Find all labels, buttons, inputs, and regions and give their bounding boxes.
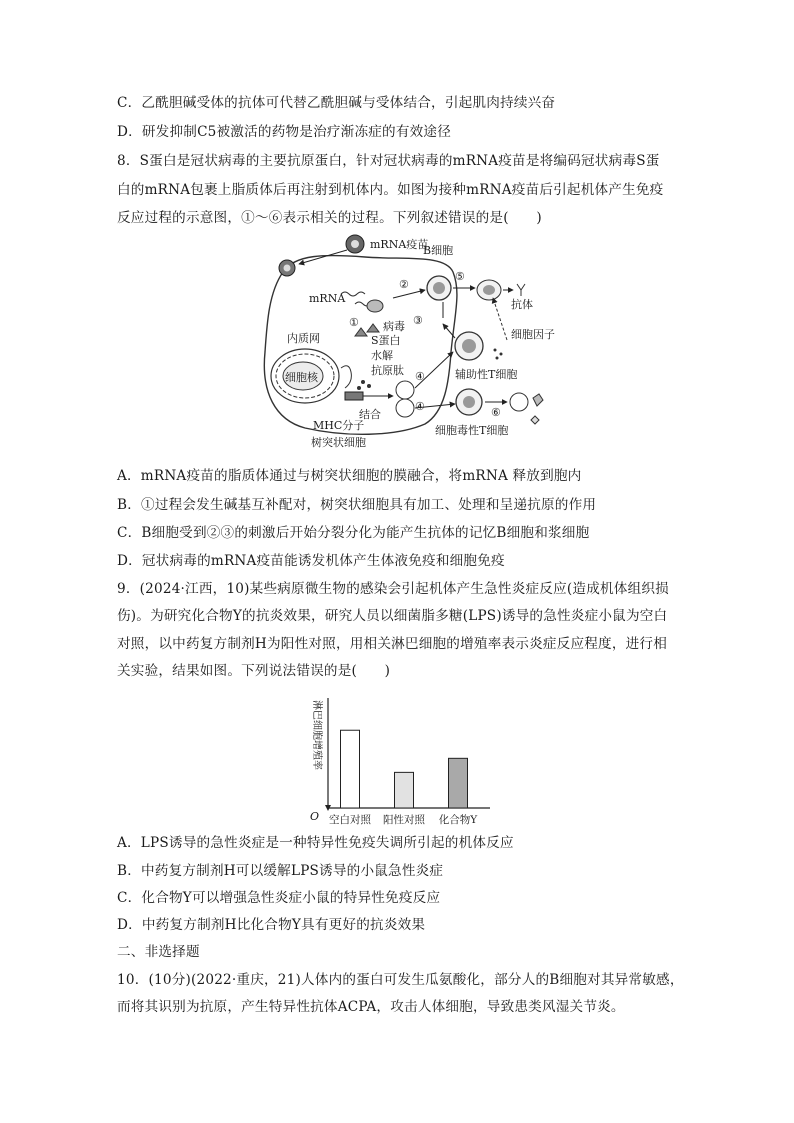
x-tick-label-2: 阳性对照: [383, 814, 425, 826]
step-1-label: ①: [349, 316, 359, 329]
question-10-stem-1: 10．(10分)(2022·重庆，21)人体内的蛋白可发生瓜氨酸化，部分人的B细胞对其异常敏感，: [117, 972, 684, 988]
option-d-q8: D．冠状病毒的mRNA疫苗能诱发机体产生体液免疫和细胞免疫: [117, 553, 505, 569]
question-10-stem-2: 而将其识别为抗原，产生特异性抗体ACPA，攻击人体细胞，导致患类风湿关节炎。: [117, 999, 625, 1015]
b-cell-label: B细胞: [423, 244, 454, 257]
option-c-q9: C．化合物Y可以增强急性炎症小鼠的特异性免疫反应: [117, 890, 441, 906]
question-9-stem-4: 关实验，结果如图。下列说法错误的是( ): [117, 663, 391, 679]
er-label: 内质网: [287, 332, 320, 345]
bind-label: 结合: [359, 408, 381, 421]
option-c-q7: C．乙酰胆碱受体的抗体可代替乙酰胆碱与受体结合，引起肌肉持续兴奋: [117, 95, 556, 111]
mrna-label: mRNA: [309, 292, 346, 305]
lymphocyte-proliferation-chart: [300, 690, 500, 830]
antibody-label: 抗体: [511, 298, 533, 311]
question-8-stem-2: 白的mRNA包裹上脂质体后再注射到机体内。如图为接种mRNA疫苗后引起机体产生免疫: [117, 182, 664, 198]
option-d-q9: D．中药复方制剂H比化合物Y具有更好的抗炎效果: [117, 917, 426, 933]
question-9-stem-3: 对照，以中药复方制剂H为阳性对照，用相关淋巴细胞的增殖率表示炎症反应程度，进行相: [117, 636, 668, 652]
mhc-label: MHC分子: [313, 419, 365, 432]
cytotoxic-t-label: 细胞毒性T细胞: [435, 424, 509, 437]
option-a-q8: A．mRNA疫苗的脂质体通过与树突状细胞的膜融合，将mRNA 释放到胞内: [117, 468, 582, 484]
cytokine-label: 细胞因子: [511, 328, 555, 341]
option-d-q7: D．研发抑制C5被激活的药物是治疗渐冻症的有效途径: [117, 124, 452, 140]
x-tick-label-1: 空白对照: [329, 814, 371, 826]
x-tick-label-3: 化合物Y: [438, 814, 478, 826]
nucleus-label: 细胞核: [285, 371, 318, 384]
step-6-label: ⑥: [491, 406, 501, 419]
step-4a-label: ④: [415, 370, 425, 383]
question-9-stem-2: 伤)。为研究化合物Y的抗炎效果，研究人员以细菌脂多糖(LPS)诱导的急性炎症小鼠为空白: [117, 608, 668, 624]
dendritic-cell-label: 树突状细胞: [311, 436, 366, 449]
mrna-vaccine-particle-icon: [346, 235, 364, 253]
virus-label: 病毒: [383, 320, 405, 333]
hydrolysis-label: 水解: [371, 349, 393, 362]
vaccine-fusing-icon: [279, 260, 295, 276]
bar-1: [341, 730, 360, 808]
s-protein-label: S蛋白: [371, 334, 401, 347]
step-5-label: ⑤: [455, 270, 465, 283]
question-9-stem-1: 9．(2024·江西，10)某些病原微生物的感染会引起机体产生急性炎症反应(造成机体组织损: [117, 581, 669, 597]
helper-t-label: 辅助性T细胞: [455, 368, 518, 381]
bar-3: [449, 758, 468, 808]
question-8-stem-1: 8．S蛋白是冠状病毒的主要抗原蛋白，针对冠状病毒的mRNA疫苗是将编码冠状病毒S蛋: [117, 153, 660, 169]
section-heading-non-choice: 二、非选择题: [117, 944, 200, 960]
y-axis-label: 淋巴细胞增殖率: [311, 700, 322, 770]
immune-response-diagram: [255, 232, 565, 454]
step-4b-label: ④: [415, 400, 425, 413]
step-2-label: ②: [399, 278, 409, 291]
antigen-peptide-label: 抗原肽: [371, 364, 404, 377]
step-3-label: ③: [413, 314, 423, 327]
option-b-q8: B．①过程会发生碱基互补配对，树突状细胞具有加工、处理和呈递抗原的作用: [117, 497, 597, 513]
mrna-vaccine-label: mRNA疫苗: [370, 238, 429, 251]
question-8-stem-3: 反应过程的示意图，①～⑥表示相关的过程。下列叙述错误的是( ): [117, 210, 542, 226]
option-c-q8: C．B细胞受到②③的刺激后开始分裂分化为能产生抗体的记忆B细胞和浆细胞: [117, 525, 590, 541]
option-b-q9: B．中药复方制剂H可以缓解LPS诱导的小鼠急性炎症: [117, 863, 444, 879]
origin-label: O: [310, 810, 320, 823]
bar-2: [395, 772, 414, 808]
option-a-q9: A．LPS诱导的急性炎症是一种特异性免疫失调所引起的机体反应: [117, 835, 514, 851]
